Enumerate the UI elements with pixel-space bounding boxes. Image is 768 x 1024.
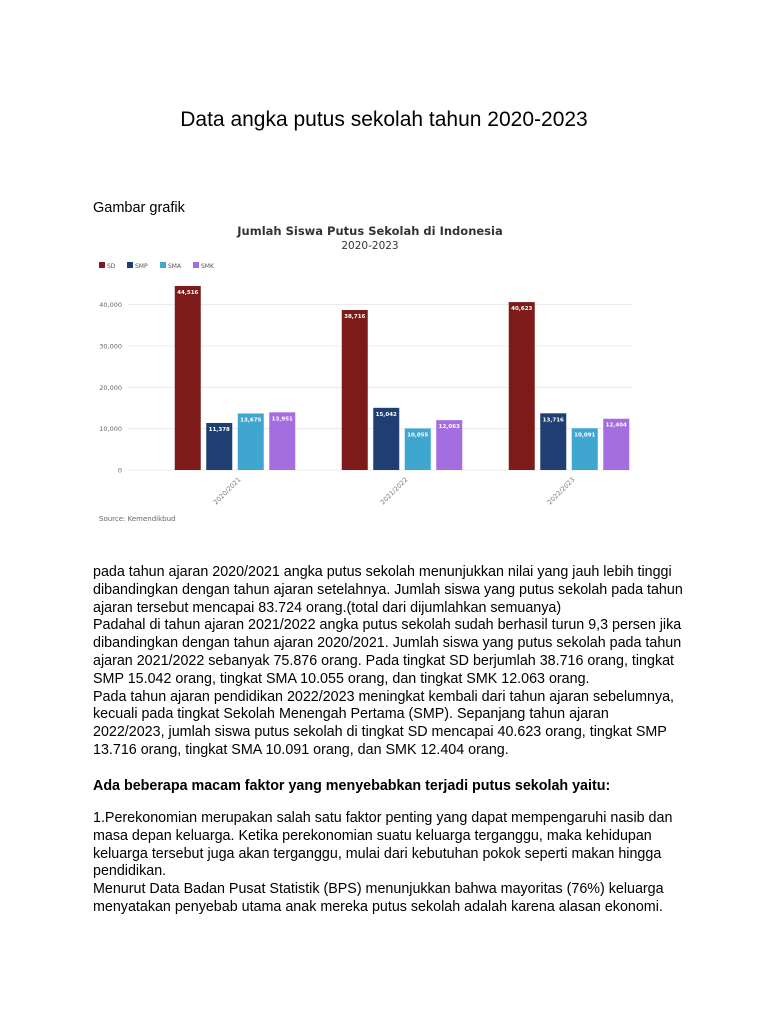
legend-swatch-sd [99, 262, 105, 268]
data-label: 13,951 [271, 416, 293, 423]
data-label: 15,042 [375, 411, 397, 418]
bar-chart [90, 218, 650, 530]
data-label: 12,063 [438, 424, 460, 431]
data-label: 10,091 [574, 432, 596, 439]
y-tick-label: 30,000 [99, 342, 122, 351]
page-title: Data angka putus sekolah tahun 2020-2023 [180, 108, 588, 131]
x-tick-label: 2021/2022 [378, 475, 410, 507]
factor-item: Menurut Data Badan Pusat Statistik (BPS) menunjukkan bahwa mayoritas (76%) keluarga menyatakan penyebab utama anak mereka putus sekolah adalah karena alasan ekonomi. [93, 881, 664, 915]
legend-label-sma: SMA [168, 263, 182, 270]
legend-swatch-sma [160, 262, 166, 268]
y-tick-label: 20,000 [99, 383, 122, 392]
factors-heading: Ada beberapa macam faktor yang menyebabkan terjadi putus sekolah yaitu: [93, 778, 611, 794]
bar-sd-2020-2021 [175, 286, 201, 470]
legend-label-smp: SMP [135, 263, 148, 270]
data-label: 44,516 [177, 290, 199, 297]
data-label: 40,623 [511, 306, 533, 313]
figure-label: Gambar grafik [93, 200, 185, 216]
y-tick-label: 40,000 [99, 301, 122, 310]
factor-list [93, 810, 683, 917]
factor-item: 1.Perekonomian merupakan salah satu faktor penting yang dapat mempengaruhi nasib dan masa depan keluarga. Ketika perekonomian suatu keluarga terganggu, maka kehidupan keluarga tersebut juga akan terganggu, mulai dari kebutuhan pokok seperti makan hingga pendidikan. [93, 810, 673, 880]
data-label: 11,378 [208, 426, 230, 433]
paragraph: pada tahun ajaran 2020/2021 angka putus sekolah menunjukkan nilai yang jauh lebih tinggi dibandingkan dengan tahun ajaran setelahnya. Jumlah siswa yang putus sekolah pada tahun ajaran tersebut mencapai 83.724 orang.(total dari dijumlahkan semuanya) [93, 564, 683, 616]
data-label: 13,675 [240, 417, 262, 424]
chart-subtitle: 2020-2023 [341, 240, 399, 252]
data-label: 13,716 [542, 417, 564, 424]
x-tick-label: 2022/2023 [545, 475, 577, 507]
paragraph: Padahal di tahun ajaran 2021/2022 angka putus sekolah sudah berhasil turun 9,3 persen jika dibandingkan dengan tahun ajaran 2020/2021. Jumlah siswa yang putus sekolah pada tahun ajaran 2021/2022 sebanyak 75.876 orang. Pada tingkat SD berjumlah 38.716 orang, tingkat SMP 15.042 orang, tingkat SMA 10.055 orang, dan tingkat SMK 12.063 orang. [93, 617, 682, 687]
x-tick-label: 2020/2021 [211, 475, 243, 507]
legend-label-smk: SMK [201, 263, 214, 270]
legend-swatch-smk [193, 262, 199, 268]
bar-sd-2022-2023 [509, 302, 535, 470]
chart-source: Source: Kemendikbud [99, 515, 176, 523]
legend-label-sd: SD [107, 263, 116, 270]
bar-sd-2021-2022 [342, 310, 368, 470]
y-tick-label: 0 [117, 466, 122, 475]
data-label: 38,716 [344, 313, 366, 320]
data-label: 12,404 [605, 422, 627, 429]
y-tick-label: 10,000 [99, 425, 122, 434]
body-text [93, 564, 683, 760]
chart-title: Jumlah Siswa Putus Sekolah di Indonesia [237, 224, 503, 238]
data-label: 10,055 [407, 432, 429, 439]
legend-swatch-smp [127, 262, 133, 268]
paragraph: Pada tahun ajaran pendidikan 2022/2023 meningkat kembali dari tahun ajaran sebelumnya, kecuali pada tingkat Sekolah Menengah Pertama (SMP). Sepanjang tahun ajaran 2022/2023, jumlah siswa putus sekolah di tingkat SD mencapai 40.623 orang, tingkat SMP 13.716 orang, tingkat SMA 10.091 orang, dan SMK 12.404 orang. [93, 688, 675, 758]
